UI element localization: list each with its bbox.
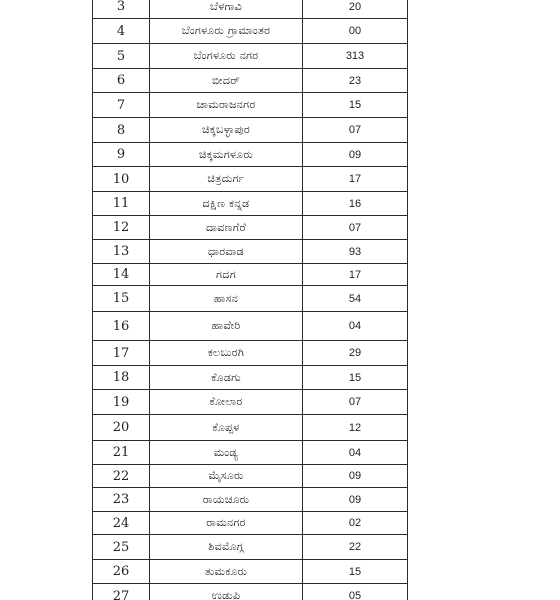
district-name-cell: ಕೋಲಾರ xyxy=(150,390,303,415)
table-row xyxy=(93,488,408,512)
table-row xyxy=(93,216,408,240)
district-name-cell: ಶಿವಮೊಗ್ಗ xyxy=(150,535,303,560)
table-row xyxy=(93,69,408,93)
table-row xyxy=(93,286,408,312)
row-number-cell: 6 xyxy=(93,69,150,93)
count-cell: 12 xyxy=(303,415,408,441)
table-row xyxy=(93,441,408,465)
district-table xyxy=(92,0,408,600)
district-name-cell: ಉಡುಪಿ xyxy=(150,584,303,600)
table-row xyxy=(93,192,408,216)
district-name-cell: ರಾಯಚೂರು xyxy=(150,488,303,512)
table-row xyxy=(93,560,408,584)
row-number-cell: 16 xyxy=(93,312,150,341)
table-row xyxy=(93,341,408,366)
count-cell: 313 xyxy=(303,44,408,69)
count-cell: 54 xyxy=(303,286,408,312)
row-number-cell: 25 xyxy=(93,535,150,560)
count-cell: 07 xyxy=(303,216,408,240)
district-name-cell: ಚಿಕ್ಕಬಳ್ಳಾಪುರ xyxy=(150,118,303,143)
row-number-cell: 22 xyxy=(93,465,150,488)
district-name-cell: ಚಾಮರಾಜನಗರ xyxy=(150,93,303,118)
count-cell: 17 xyxy=(303,264,408,286)
district-name-cell: ಬೆಂಗಳೂರು ಗ್ರಾಮಾಂತರ xyxy=(150,19,303,44)
table-row xyxy=(93,366,408,390)
row-number-cell: 9 xyxy=(93,143,150,167)
table-row xyxy=(93,118,408,143)
district-name-cell: ಬೆಳಗಾವಿ xyxy=(150,0,303,19)
district-name-cell: ಚಿಕ್ಕಮಗಳೂರು xyxy=(150,143,303,167)
district-name-cell: ದಾವಣಗೆರೆ xyxy=(150,216,303,240)
row-number-cell: 14 xyxy=(93,264,150,286)
count-cell: 07 xyxy=(303,390,408,415)
count-cell: 00 xyxy=(303,19,408,44)
district-name-cell: ತುಮಕೂರು xyxy=(150,560,303,584)
district-name-cell: ರಾಮನಗರ xyxy=(150,512,303,535)
table-row xyxy=(93,240,408,264)
district-name-cell: ಬೆಂಗಳೂರು ನಗರ xyxy=(150,44,303,69)
count-cell: 17 xyxy=(303,167,408,192)
row-number-cell: 23 xyxy=(93,488,150,512)
count-cell: 09 xyxy=(303,488,408,512)
row-number-cell: 21 xyxy=(93,441,150,465)
district-name-cell: ಬೀದರ್ xyxy=(150,69,303,93)
row-number-cell: 4 xyxy=(93,19,150,44)
count-cell: 22 xyxy=(303,535,408,560)
row-number-cell: 11 xyxy=(93,192,150,216)
count-cell: 04 xyxy=(303,312,408,341)
table-row xyxy=(93,535,408,560)
row-number-cell: 10 xyxy=(93,167,150,192)
table-row xyxy=(93,264,408,286)
table-row xyxy=(93,0,408,19)
district-name-cell: ದಕ್ಷಿಣ ಕನ್ನಡ xyxy=(150,192,303,216)
count-cell: 15 xyxy=(303,366,408,390)
row-number-cell: 17 xyxy=(93,341,150,366)
count-cell: 29 xyxy=(303,341,408,366)
table-row xyxy=(93,584,408,600)
table-row xyxy=(93,415,408,441)
table-row xyxy=(93,465,408,488)
table-body xyxy=(93,0,408,600)
table-row xyxy=(93,512,408,535)
count-cell: 20 xyxy=(303,0,408,19)
count-cell: 07 xyxy=(303,118,408,143)
row-number-cell: 20 xyxy=(93,415,150,441)
district-name-cell: ಚಿತ್ರದುರ್ಗ xyxy=(150,167,303,192)
district-name-cell: ಹಾಸನ xyxy=(150,286,303,312)
row-number-cell: 15 xyxy=(93,286,150,312)
table-row xyxy=(93,93,408,118)
row-number-cell: 7 xyxy=(93,93,150,118)
row-number-cell: 13 xyxy=(93,240,150,264)
district-name-cell: ಮಂಡ್ಯ xyxy=(150,441,303,465)
count-cell: 16 xyxy=(303,192,408,216)
district-name-cell: ಹಾವೇರಿ xyxy=(150,312,303,341)
count-cell: 05 xyxy=(303,584,408,600)
district-name-cell: ಧಾರವಾಡ xyxy=(150,240,303,264)
row-number-cell: 27 xyxy=(93,584,150,600)
count-cell: 15 xyxy=(303,560,408,584)
count-cell: 04 xyxy=(303,441,408,465)
table-row xyxy=(93,167,408,192)
district-name-cell: ಕಲಬುರಗಿ xyxy=(150,341,303,366)
count-cell: 09 xyxy=(303,143,408,167)
table-row xyxy=(93,312,408,341)
district-name-cell: ಮೈಸೂರು xyxy=(150,465,303,488)
row-number-cell: 5 xyxy=(93,44,150,69)
row-number-cell: 26 xyxy=(93,560,150,584)
district-name-cell: ಕೊಡಗು xyxy=(150,366,303,390)
count-cell: 23 xyxy=(303,69,408,93)
district-name-cell: ಗದಗ xyxy=(150,264,303,286)
row-number-cell: 12 xyxy=(93,216,150,240)
table-row xyxy=(93,44,408,69)
district-name-cell: ಕೊಪ್ಪಳ xyxy=(150,415,303,441)
table-row xyxy=(93,390,408,415)
count-cell: 15 xyxy=(303,93,408,118)
row-number-cell: 19 xyxy=(93,390,150,415)
row-number-cell: 3 xyxy=(93,0,150,19)
count-cell: 09 xyxy=(303,465,408,488)
row-number-cell: 24 xyxy=(93,512,150,535)
count-cell: 02 xyxy=(303,512,408,535)
row-number-cell: 8 xyxy=(93,118,150,143)
table-row xyxy=(93,143,408,167)
row-number-cell: 18 xyxy=(93,366,150,390)
count-cell: 93 xyxy=(303,240,408,264)
table-row xyxy=(93,19,408,44)
